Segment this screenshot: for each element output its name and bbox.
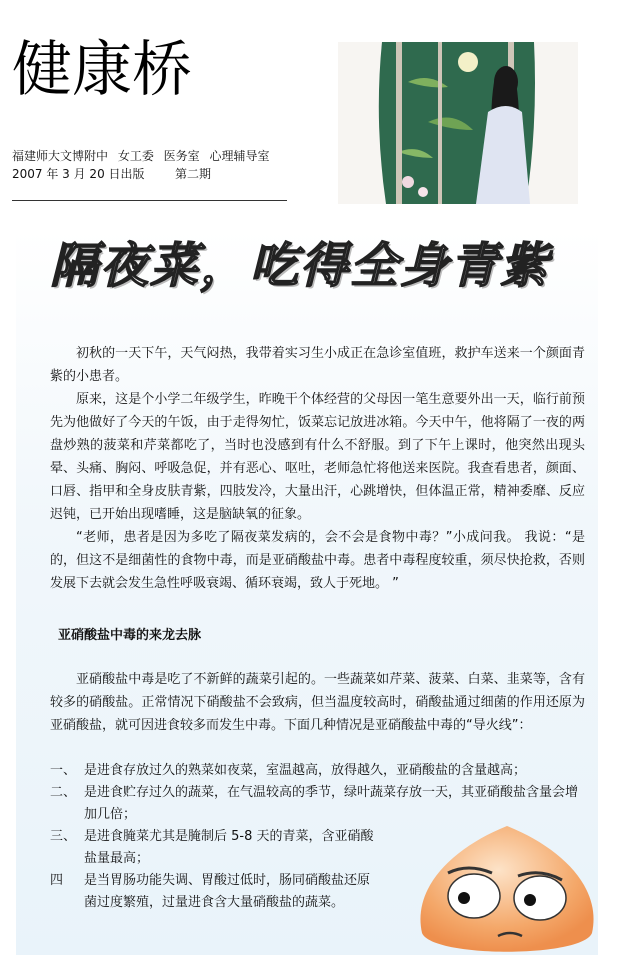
list-item-number: 二、 — [50, 785, 77, 800]
list-item-text: 是进食腌菜尤其是腌制后 5-8 天的青菜，含亚硝酸盐量最高； — [84, 829, 374, 866]
header-divider — [12, 200, 287, 201]
article-headline: 隔夜菜，吃得全身青紫 — [50, 238, 551, 294]
org-line: 福建师大文博附中 女工委 医务室 心理辅导室 — [12, 149, 270, 163]
list-item-number: 一、 — [50, 763, 77, 778]
masthead-title: 健康桥 — [12, 35, 192, 105]
article-paragraph-1: 初秋的一天下午，天气闷热，我带着实习生小成正在急诊室值班，救护车送来一个颜面青紫的小患者。 — [50, 346, 585, 384]
list-item-text: 是当胃肠功能失调、胃酸过低时，肠同硝酸盐还原菌过度繁殖，过量进食含大量硝酸盐的蔬菜。 — [84, 873, 371, 910]
list-item — [50, 760, 590, 782]
section-body: 亚硝酸盐中毒是吃了不新鲜的蔬菜引起的。一些蔬菜如芹菜、菠菜、白菜、韭菜等，含有较多的硝酸盐。正常情况下硝酸盐不会致病，但当温度较高时，硝酸盐通过细菌的作用还原为亚硝酸盐，就可因进食较多而发生中毒。下面几种情况是亚硝酸盐中毒的“导火线”： — [50, 672, 585, 733]
list-item-text: 是进食贮存过久的蔬菜，在气温较高的季节，绿叶蔬菜存放一天，其亚硝酸盐含量会增加几倍； — [84, 785, 579, 822]
issue-line: 2007 年 3 月 20 日出版 第二期 — [12, 167, 212, 181]
article-paragraph-2: 原来，这是个小学二年级学生，昨晚干个体经营的父母因一笔生意要外出一天，临行前预先为他做好了今天的午饭，由于走得匆忙，饭菜忘记放进冰箱。今天中午，他将隔了一夜的两盘炒熟的菠菜和芹菜都吃了，当时也没感到有什么不舒服。到了下午上课时，他突然出现头晕、头痛、胸闷、呼吸急促，并有恶心、呕吐，老师急忙将他送来医院。我查看患者，颜面、口唇、指甲和全身皮肤青紫，四肢发冷，大量出汗，心跳增快，但体温正常，精神委靡、反应迟钝，已开始出现嗜睡，这是脑缺氧的征象。 — [50, 392, 585, 522]
worried-face-icon — [412, 818, 602, 958]
list-item-text: 是进食存放过久的熟菜如夜菜，室温越高，放得越久，亚硝酸盐的含量越高； — [84, 763, 527, 778]
section-subhead: 亚硝酸盐中毒的来龙去脉 — [58, 628, 202, 643]
article-paragraph-3: “老师，患者是因为多吃了隔夜菜发病的，会不会是食物中毒？”小成问我。 我说：“是的，但这不是细菌性的食物中毒，而是亚硝酸盐中毒。患者中毒程度较重，须尽快抢救，否则发展下去就会发生急性呼吸衰竭、循环衰竭，致人于死地。 ” — [50, 530, 585, 591]
list-item-number: 三、 — [50, 829, 77, 844]
list-item-number: 四 — [50, 873, 64, 888]
woman-at-window-photo — [338, 42, 578, 204]
